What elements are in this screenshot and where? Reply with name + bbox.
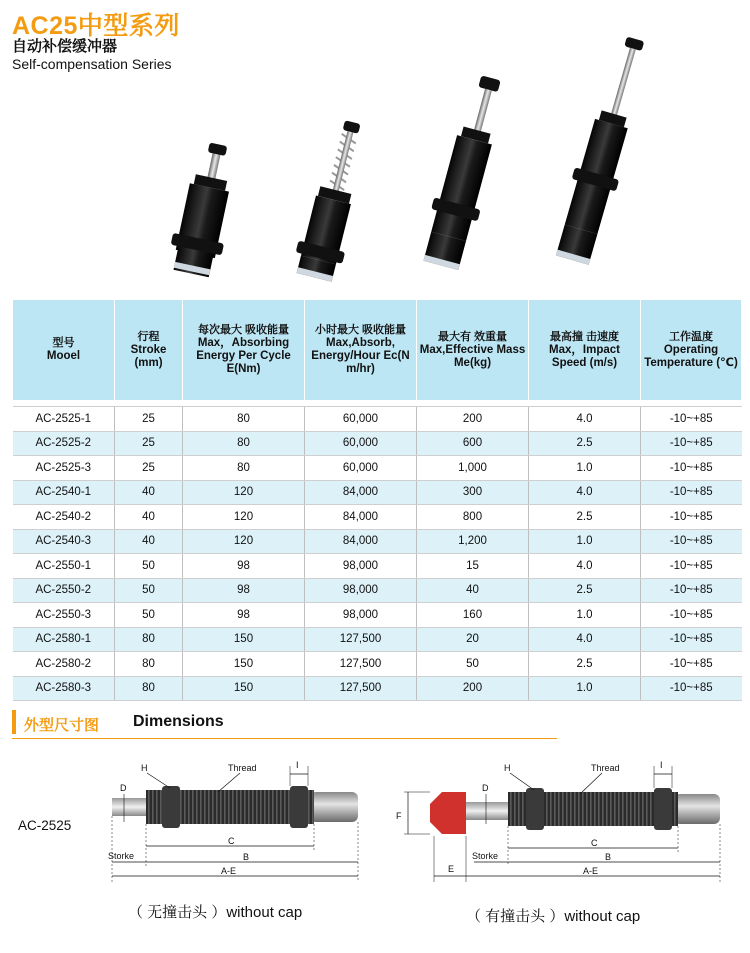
- table-row: [13, 529, 742, 554]
- dimension-drawing-with-cap: [390, 752, 730, 887]
- label-thread: Thread: [591, 763, 620, 773]
- table-cell: -10~+85: [641, 676, 742, 701]
- table-cell: 127,500: [305, 627, 417, 652]
- table-cell: -10~+85: [641, 456, 742, 481]
- table-cell: 4.0: [529, 627, 641, 652]
- table-cell: 600: [417, 431, 529, 456]
- table-cell: 98,000: [305, 578, 417, 603]
- table-cell: 15: [417, 554, 529, 579]
- table-cell: 1.0: [529, 676, 641, 701]
- table-cell: -10~+85: [641, 407, 742, 432]
- table-cell: 1,000: [417, 456, 529, 481]
- table-cell: 80: [183, 456, 305, 481]
- table-cell: 1.0: [529, 603, 641, 628]
- table-cell: 4.0: [529, 407, 641, 432]
- table-cell: 98,000: [305, 554, 417, 579]
- table-cell: AC-2540-3: [13, 529, 115, 554]
- table-cell: 1.0: [529, 529, 641, 554]
- label-d: D: [120, 783, 127, 793]
- label-b: B: [243, 852, 250, 862]
- table-cell: 4.0: [529, 554, 641, 579]
- table-cell: 80: [115, 627, 183, 652]
- label-i: I: [660, 760, 663, 770]
- table-cell: 120: [183, 529, 305, 554]
- table-cell: 127,500: [305, 676, 417, 701]
- table-cell: 98: [183, 578, 305, 603]
- table-cell: 150: [183, 652, 305, 677]
- table-cell: 200: [417, 676, 529, 701]
- table-cell: AC-2550-2: [13, 578, 115, 603]
- piston-rod: [112, 798, 148, 816]
- label-i: I: [296, 760, 299, 770]
- label-thread: Thread: [228, 763, 257, 773]
- caption-without-cap: （ 无撞击头 ）without cap: [128, 904, 303, 921]
- table-cell: 120: [183, 505, 305, 530]
- table-cell: AC-2550-1: [13, 554, 115, 579]
- table-cell: AC-2525-1: [13, 407, 115, 432]
- page-title: AC25中型系列: [12, 12, 180, 40]
- table-cell: 84,000: [305, 529, 417, 554]
- table-cell: AC-2580-1: [13, 627, 115, 652]
- table-cell: 80: [183, 431, 305, 456]
- table-cell: -10~+85: [641, 652, 742, 677]
- dimensions-title-chinese: 外型尺寸图: [24, 717, 100, 734]
- table-cell: -10~+85: [641, 480, 742, 505]
- table-cell: 2.5: [529, 652, 641, 677]
- product-photos: [0, 20, 750, 295]
- product-image-2: [291, 116, 376, 283]
- header-impact-speed: 最高撞 击速度 Max，Impact Speed (m/s): [529, 300, 641, 400]
- table-cell: 98,000: [305, 603, 417, 628]
- table-cell: 98: [183, 603, 305, 628]
- table-cell: 160: [417, 603, 529, 628]
- product-image-1: [166, 139, 244, 279]
- label-stroke: Storke: [108, 851, 135, 861]
- table-cell: 50: [417, 652, 529, 677]
- table-cell: AC-2550-3: [13, 603, 115, 628]
- table-row: [13, 554, 742, 579]
- table-cell: 300: [417, 480, 529, 505]
- header-energy-per-cycle: 每次最大 吸收能量 Max，Absorbing Energy Per Cycle E(Nm): [183, 300, 305, 400]
- label-c: C: [228, 836, 235, 846]
- product-image-3: [418, 72, 515, 272]
- caption-with-cap: （ 有撞击头 ）without cap: [466, 908, 641, 925]
- table-cell: 80: [115, 676, 183, 701]
- table-cell: 25: [115, 456, 183, 481]
- table-row: [13, 627, 742, 652]
- table-cell: 50: [115, 554, 183, 579]
- table-cell: 127,500: [305, 652, 417, 677]
- label-f: F: [396, 811, 402, 821]
- table-cell: 50: [115, 578, 183, 603]
- table-row: [13, 505, 742, 530]
- table-cell: 60,000: [305, 407, 417, 432]
- label-h: H: [504, 763, 511, 773]
- table-cell: AC-2580-2: [13, 652, 115, 677]
- table-cell: 25: [115, 407, 183, 432]
- table-cell: 2.5: [529, 431, 641, 456]
- table-cell: -10~+85: [641, 505, 742, 530]
- label-h: H: [141, 763, 148, 773]
- table-cell: 60,000: [305, 431, 417, 456]
- table-cell: -10~+85: [641, 554, 742, 579]
- table-row: [13, 480, 742, 505]
- piston-rod: [466, 802, 510, 820]
- table-cell: 200: [417, 407, 529, 432]
- table-row: [13, 407, 742, 432]
- label-d: D: [482, 783, 489, 793]
- table-row: [13, 603, 742, 628]
- table-cell: -10~+85: [641, 627, 742, 652]
- table-cell: 2.5: [529, 578, 641, 603]
- table-cell: 800: [417, 505, 529, 530]
- header-stroke: 行程 Stroke (mm): [115, 300, 183, 400]
- table-cell: 150: [183, 676, 305, 701]
- table-cell: 80: [183, 407, 305, 432]
- label-ae: A-E: [221, 866, 237, 876]
- table-cell: 20: [417, 627, 529, 652]
- table-cell: -10~+85: [641, 578, 742, 603]
- label-b: B: [605, 852, 612, 862]
- table-cell: 80: [115, 652, 183, 677]
- table-cell: 84,000: [305, 505, 417, 530]
- table-cell: 1.0: [529, 456, 641, 481]
- label-ae: A-E: [583, 866, 599, 876]
- table-cell: AC-2525-2: [13, 431, 115, 456]
- table-cell: 60,000: [305, 456, 417, 481]
- table-cell: 40: [115, 505, 183, 530]
- spec-table: [12, 300, 742, 701]
- impact-cap: [430, 792, 466, 834]
- table-cell: 2.5: [529, 505, 641, 530]
- table-header-row: [13, 300, 742, 400]
- header-effective-mass: 最大有 效重量 Max,Effective Mass Me(kg): [417, 300, 529, 400]
- table-cell: 40: [417, 578, 529, 603]
- table-cell: 120: [183, 480, 305, 505]
- table-cell: -10~+85: [641, 529, 742, 554]
- label-c: C: [591, 838, 598, 848]
- product-image-4: [550, 33, 658, 267]
- header-model: 型号 Mooel: [13, 300, 115, 400]
- header-energy-per-hour: 小时最大 吸收能量 Max,Absorb, Energy/Hour Ec(N m/hr): [305, 300, 417, 400]
- dimension-drawing-without-cap: [100, 752, 365, 887]
- table-cell: 40: [115, 480, 183, 505]
- table-cell: AC-2540-2: [13, 505, 115, 530]
- table-cell: AC-2525-3: [13, 456, 115, 481]
- table-cell: 1,200: [417, 529, 529, 554]
- table-cell: 50: [115, 603, 183, 628]
- model-label: AC-2525: [18, 818, 72, 833]
- table-cell: 25: [115, 431, 183, 456]
- subtitle-english: Self-compensation Series: [12, 56, 172, 72]
- table-cell: 40: [115, 529, 183, 554]
- table-cell: 98: [183, 554, 305, 579]
- table-cell: 150: [183, 627, 305, 652]
- header-temperature: 工作温度 Operating Temperature (℃): [641, 300, 742, 400]
- table-row: [13, 676, 742, 701]
- section-accent-bar: [12, 710, 16, 734]
- table-cell: -10~+85: [641, 431, 742, 456]
- table-cell: 4.0: [529, 480, 641, 505]
- table-row: [13, 431, 742, 456]
- table-cell: -10~+85: [641, 603, 742, 628]
- section-divider: [12, 738, 557, 739]
- table-cell: AC-2540-1: [13, 480, 115, 505]
- table-row: [13, 578, 742, 603]
- subtitle-chinese: 自动补偿缓冲器: [12, 38, 118, 55]
- table-row: [13, 456, 742, 481]
- table-cell: 84,000: [305, 480, 417, 505]
- label-stroke: Storke: [472, 851, 499, 861]
- label-e: E: [448, 864, 455, 874]
- table-row: [13, 652, 742, 677]
- table-cell: AC-2580-3: [13, 676, 115, 701]
- dimensions-title-english: Dimensions: [133, 713, 224, 730]
